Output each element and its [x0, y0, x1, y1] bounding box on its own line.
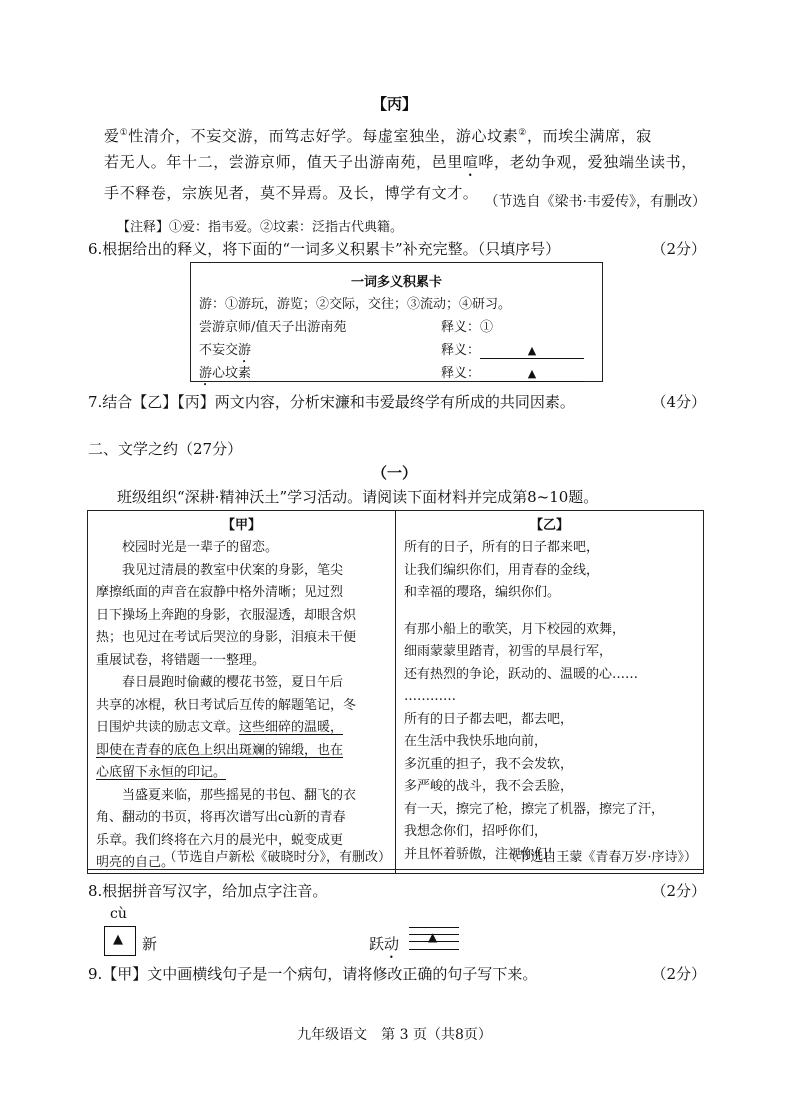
pinyin-blank: ▲	[428, 930, 438, 944]
jia-underlined-2: 即使在青春的底色上织出斑斓的锦缎，也在	[96, 742, 344, 758]
question-6: 6.根据给出的释义，将下面的“一词多义积累卡”补充完整。（只填序号）	[88, 240, 561, 258]
part-2-intro: 班级组织“深耕·精神沃土”学习活动。请阅读下面材料并完成第8~10题。	[117, 488, 599, 506]
section-bing-source: （节选自《梁书·韦爱传》，有删改）	[484, 194, 706, 210]
yi-text: 所有的日子，所有的日子都来吧， 让我们编织你们，用青春的金线， 和幸福的璎珞，编织你们。 有那小船上的歌笑，月下校园的欢舞， 细雨蒙蒙里踏青，初雪的早晨行军， 还有热烈的争论，跃动的、温暖的心…… ………… 所有的日子都去吧，都去吧， 在生活中我快乐地向前， 多沉重的担子，我不会发软， 多严峻的战斗，我不会丢脸， 有一天，擦完了枪，擦完了机器，擦完了汗， 我想念你们，招呼你们， 并且怀着骄傲，注视你们！	[404, 537, 700, 866]
card-title: 一词多义积累卡	[350, 275, 442, 290]
answer-box-1[interactable]: ▲	[104, 926, 136, 956]
reading-table	[87, 510, 704, 874]
card-row-2-answer[interactable]: 释义： ▲	[441, 339, 584, 359]
page-footer: 九年级语文 第 3 页（共8页）	[297, 1027, 492, 1043]
pinyin-label: cù	[110, 906, 127, 922]
jia-source: （节选自卢新松《破晓时分》，有删改）	[163, 850, 391, 865]
part-2-heading: 二、文学之约（27分）	[88, 440, 243, 458]
pinyin-lines[interactable]	[409, 927, 459, 951]
card-row-3-phrase: 游心坟素	[199, 366, 252, 381]
word-yuedong: 跃动	[369, 935, 400, 953]
card-row-2-phrase: 不妄交游	[199, 343, 252, 358]
after-box-char: 新	[142, 935, 158, 953]
question-8-score: （2分）	[651, 882, 706, 900]
question-9-score: （2分）	[651, 965, 706, 983]
bing-line-1: 爱①性清介，不妄交游，而笃志好学。每虚室独坐，游心坟素②，而埃尘满席，寂	[104, 127, 652, 145]
part-2-sub: （一）	[371, 464, 417, 482]
card-definition: 游：①游玩，游览；②交际，交往；③流动；④研习。	[199, 297, 512, 312]
question-7: 7.结合【乙】【丙】两文内容，分析宋濂和韦爱最终学有所成的共同因素。	[88, 393, 575, 411]
jia-line-9: 日围炉共读的励志文章。这些细碎的温暖，	[96, 720, 344, 735]
bing-line-2: 若无人。年十二，尝游京师，值天子出游南苑，邑里喧哗，老幼争观，爱独端坐读书，	[104, 153, 697, 171]
section-bing-note: 【注释】①爱：指韦爱。②坟素：泛指古代典籍。	[117, 220, 404, 235]
yi-heading: 【乙】	[529, 518, 569, 533]
question-7-score: （4分）	[651, 393, 706, 411]
card-row-1-phrase: 尝游京师/值天子出游南苑	[199, 320, 347, 335]
card-row-1-answer: 释义：①	[441, 320, 494, 335]
word-card	[190, 262, 603, 382]
question-8: 8.根据拼音写汉字，给加点字注音。	[88, 882, 328, 900]
yi-source: （节选自王蒙《青春万岁·序诗》）	[504, 850, 697, 865]
question-9: 9.【甲】文中画横线句子是一个病句，请将修改正确的句子写下来。	[88, 965, 538, 983]
bing-line-3: 手不释卷，宗族见者，莫不异焉。及长，博学有文才。	[104, 184, 479, 202]
jia-heading: 【甲】	[221, 518, 261, 533]
question-6-score: （2分）	[651, 240, 706, 258]
jia-underlined-3: 心底留下永恒的印记。	[96, 765, 227, 780]
yi-line-7: 还有热烈的争论，跃动的、温暖的心……	[404, 666, 639, 682]
card-row-3-answer[interactable]: 释义： ▲	[441, 362, 584, 382]
table-divider	[395, 511, 396, 873]
jia-text: 校园时光是一辈子的留恋。 我见过清晨的教室中伏案的身影，笔尖 摩擦纸面的声音在寂静中格外清晰；见过烈 日下操场上奔跑的身影，衣服湿透，却眼含炽 热；也见过在考试后哭泣的身影，泪痕未干便 重展试卷，将错题一一整理。 春日晨跑时偷藏的樱花书签，夏日午后 共享的冰棍，秋日考试后互传的解题笔记，冬 日围炉共读的励志文章。这些细碎的温暖， 即使在青春的底色上织出斑斓的锦缎，也在 心底留下永恒的印记。 当盛夏来临，那些摇晃的书包、翻飞的衣 角、翻动的书页，将再次谱写出cù新的青春 乐章。我们终将在六月的晨光中，蜕变成更 明亮的自己。	[96, 537, 392, 875]
section-bing-heading: 【丙】	[371, 95, 417, 113]
